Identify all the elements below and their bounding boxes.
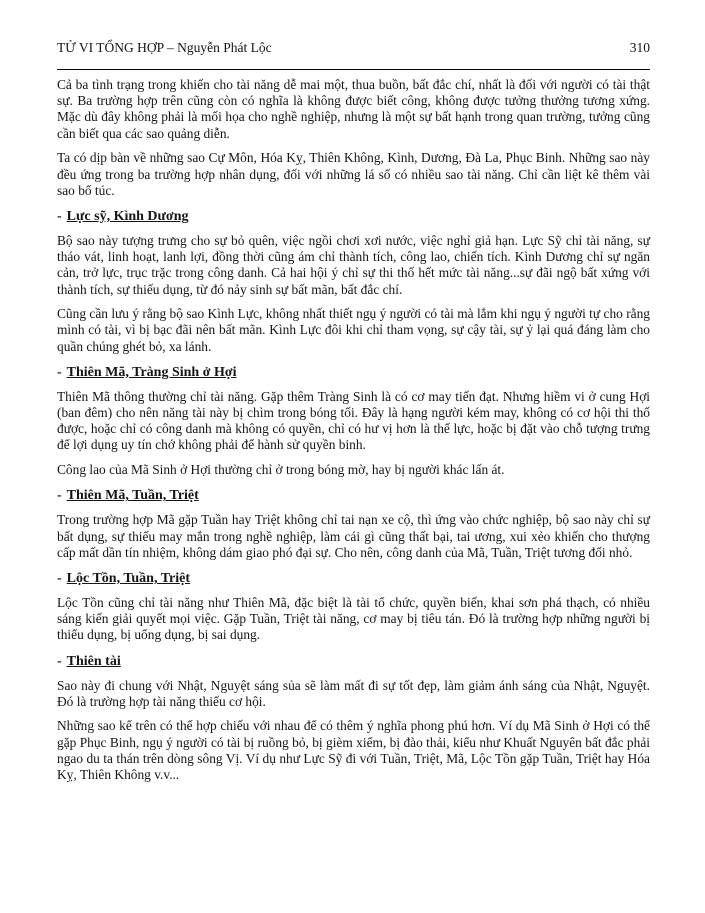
running-title: TỬ VI TỔNG HỢP – Nguyễn Phát Lộc bbox=[57, 40, 272, 55]
section-heading-luc-sy-kinh-duong bbox=[57, 209, 650, 225]
section-heading-text: Thiên Mã, Tuần, Triệt bbox=[66, 488, 199, 504]
paragraph: Sao này đi chung với Nhật, Nguyệt sáng sủa sẽ làm mất đi sự tốt đẹp, làm giảm ánh sáng của Nhật, Nguyệt. Đó là trường hợp tài năng thiếu cơ hội. bbox=[57, 677, 650, 709]
section-heading-thien-ma-trang-sinh-o-hoi bbox=[57, 365, 650, 381]
paragraph: Thiên Mã thông thường chỉ tài năng. Gặp thêm Tràng Sinh là có cơ may tiến đạt. Nhưng hiềm vi ở cung Hợi (ban đêm) cho nên năng tài này bị chìm trong bóng tối. Đây là hạng người kém may, không có cơ hội thi thố được, hoặc chỉ có công danh mà không có quyền, chỉ có hư vị hơn là thế lực, hoặc bị đặt vào chỗ tượng trưng để lợi dụng uy tín chớ không phải để hành sử quyền binh. bbox=[57, 388, 650, 453]
section-heading-text: Lộc Tồn, Tuần, Triệt bbox=[66, 570, 190, 586]
heading-dash: - bbox=[57, 364, 62, 380]
section-heading-thien-ma-tuan-triet bbox=[57, 488, 650, 504]
paragraph: Ta có dịp bàn về những sao Cự Môn, Hóa Kỵ, Thiên Không, Kình, Dương, Đà La, Phục Binh. Những sao này đều ứng trong ba trường hợp nhân dụng, đối với những lá số có nhiều sao tài năng. Chỉ cần liệt kê thêm vài sao bổ túc. bbox=[57, 150, 650, 198]
header-rule bbox=[57, 69, 650, 70]
paragraph: Bộ sao này tượng trưng cho sự bỏ quên, việc ngồi chơi xơi nước, việc nghỉ giả hạn. Lực Sỹ chỉ tài năng, sự tháo vát, linh hoạt, lanh lợi, đồng thời cũng ám chỉ thành tích, công lao, chiến tích. Kình Dương chỉ sự ngăn cản, trở lực, trục trặc trong công danh. Cả hai hội ý chỉ sự thi thố hết mức tài năng...sự đãi ngộ bất xứng với thành tích, sự thiếu dụng, từ đó nảy sinh sự bất mãn, bất đắc chí. bbox=[57, 232, 650, 297]
heading-dash: - bbox=[57, 653, 62, 669]
section-heading-text: Lực sỹ, Kình Dương bbox=[66, 208, 189, 224]
paragraph: Những sao kể trên có thể hợp chiếu với nhau để có thêm ý nghĩa phong phú hơn. Ví dụ Mã Sinh ở Hợi có thể gặp Phục Binh, ngụ ý người có tài bị ruồng bỏ, bị gièm xiểm, bị đào thải, kiểu như Khuất Nguyên bất đắc phải ngao du ta thán trên dòng sông Vị. Ví dụ như Lực Sỹ đi với Tuần, Triệt, Mã, Lộc Tồn gặp Tuần, Triệt hay Hóa Kỵ, Thiên Không v.v... bbox=[57, 718, 650, 783]
heading-dash: - bbox=[57, 570, 62, 586]
paragraph: Cả ba tình trạng trong khiến cho tài năng dễ mai một, thua buồn, bất đắc chí, nhất là đối với người có tài thật sự. Ba trường hợp trên cũng còn có nghĩa là không được biết công, không được tưởng thưởng tương xứng. Mặc dù đây không phải là mối họa cho nghề nghiệp, nhưng là một sự bất hạnh trong quan trường, tưởng cũng cần biết qua các sao quảng diễn. bbox=[57, 77, 650, 141]
page-header bbox=[57, 40, 650, 55]
paragraph: Công lao của Mã Sinh ở Hợi thường chỉ ở trong bóng mờ, hay bị người khác lấn át. bbox=[57, 462, 505, 478]
heading-dash: - bbox=[57, 488, 62, 504]
section-heading-text: Thiên Mã, Tràng Sinh ở Hợi bbox=[66, 364, 237, 380]
paragraph: Cũng cần lưu ý rằng bộ sao Kình Lực, không nhất thiết ngụ ý người có tài mà lắm khi ngụ ý người tự cho rằng mình có tài, vì bị bạc đãi nên bất mãn. Kình Lực đôi khi chỉ tham vọng, sự cậy tài, sự ỷ lại quá đáng làm cho quần chúng ghét bỏ, xa lánh. bbox=[57, 306, 650, 354]
paragraph: Lộc Tồn cũng chỉ tài năng như Thiên Mã, đặc biệt là tài tổ chức, quyền biến, khai sơn phá thạch, có nhiều sáng kiến giải quyết mọi việc. Gặp Tuần, Triệt tài năng, cơ may bị tiêu tán. Đó là trường hợp những người bị thiểu dụng, bị uổng dụng, bị sai dụng. bbox=[57, 594, 650, 643]
section-heading-thien-tai bbox=[57, 654, 650, 670]
section-heading-text: Thiên tài bbox=[66, 653, 121, 669]
page-number: 310 bbox=[629, 40, 650, 55]
section-heading-loc-ton-tuan-triet bbox=[57, 571, 650, 587]
paragraph: Trong trường hợp Mã gặp Tuần hay Triệt không chỉ tai nạn xe cộ, thì ứng vào chức nghiệp, bộ sao này chỉ sự bất dụng, sự thiếu may mắn trong nghề nghiệp, làm cái gì cũng thất bại, tai ương, xui xẻo khiến cho thượng cấp mất dần tín nhiệm, không dám giao phó đại sự. Cho nên, công danh của Mã, Tuần, Triệt tương đối nhỏ. bbox=[57, 512, 650, 560]
heading-dash: - bbox=[57, 208, 62, 224]
